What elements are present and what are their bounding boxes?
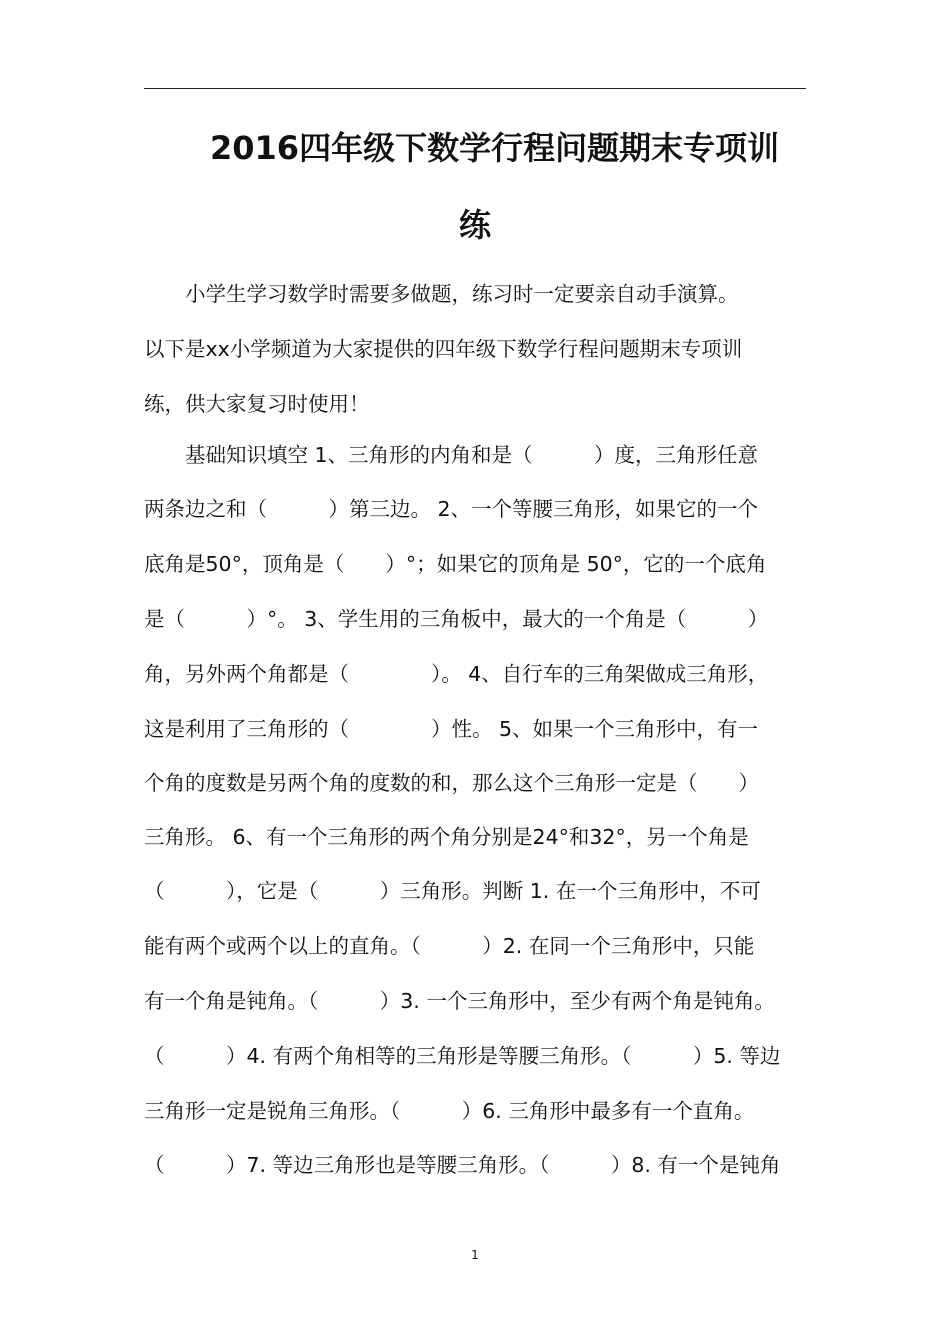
body-line-6: 底角是50°，顶角是（ ）°；如果它的顶角是 50°，它的一个底角 bbox=[144, 552, 767, 576]
body-line-13: 能有两个或两个以上的直角。（ ）2. 在同一个三角形中，只能 bbox=[144, 934, 755, 958]
header-rule bbox=[144, 88, 806, 89]
body-line-4: 基础知识填空 1、三角形的内角和是（ ）度，三角形任意 bbox=[144, 443, 759, 467]
body-line-14: 有一个角是钝角。（ ）3. 一个三角形中，至少有两个角是钝角。 bbox=[144, 989, 775, 1013]
body-line-16: 三角形一定是锐角三角形。（ ）6. 三角形中最多有一个直角。 bbox=[144, 1099, 755, 1123]
body-line-11: 三角形。 6、有一个三角形的两个角分别是24°和32°，另一个角是 bbox=[144, 825, 749, 849]
body-line-8: 角，另外两个角都是（ ）。 4、自行车的三角架做成三角形， bbox=[144, 662, 769, 686]
body-line-7: 是（ ）°。 3、学生用的三角板中，最大的一个角是（ ） bbox=[144, 607, 769, 631]
page-title-line-2: 练 bbox=[458, 206, 491, 244]
body-line-12: （ ），它是（ ）三角形。判断 1. 在一个三角形中，不可 bbox=[144, 879, 761, 903]
body-line-17: （ ）7. 等边三角形也是等腰三角形。（ ）8. 有一个是钝角 bbox=[144, 1153, 781, 1177]
body-line-9: 这是利用了三角形的（ ）性。 5、如果一个三角形中，有一 bbox=[144, 717, 759, 741]
page-number: 1 bbox=[471, 1248, 479, 1262]
body-line-10: 个角的度数是另两个角的度数的和，那么这个三角形一定是（ ） bbox=[144, 771, 759, 795]
body-line-3: 练，供大家复习时使用！ bbox=[144, 392, 370, 416]
page-title-line-1: 2016四年级下数学行程问题期末专项训 bbox=[210, 129, 780, 167]
body-line-2: 以下是xx小学频道为大家提供的四年级下数学行程问题期末专项训 bbox=[144, 337, 743, 361]
body-line-15: （ ）4. 有两个角相等的三角形是等腰三角形。（ ）5. 等边 bbox=[144, 1044, 781, 1068]
body-line-5: 两条边之和（ ）第三边。 2、一个等腰三角形，如果它的一个 bbox=[144, 497, 759, 521]
body-line-1: 小学生学习数学时需要多做题，练习时一定要亲自动手演算。 bbox=[144, 282, 739, 306]
